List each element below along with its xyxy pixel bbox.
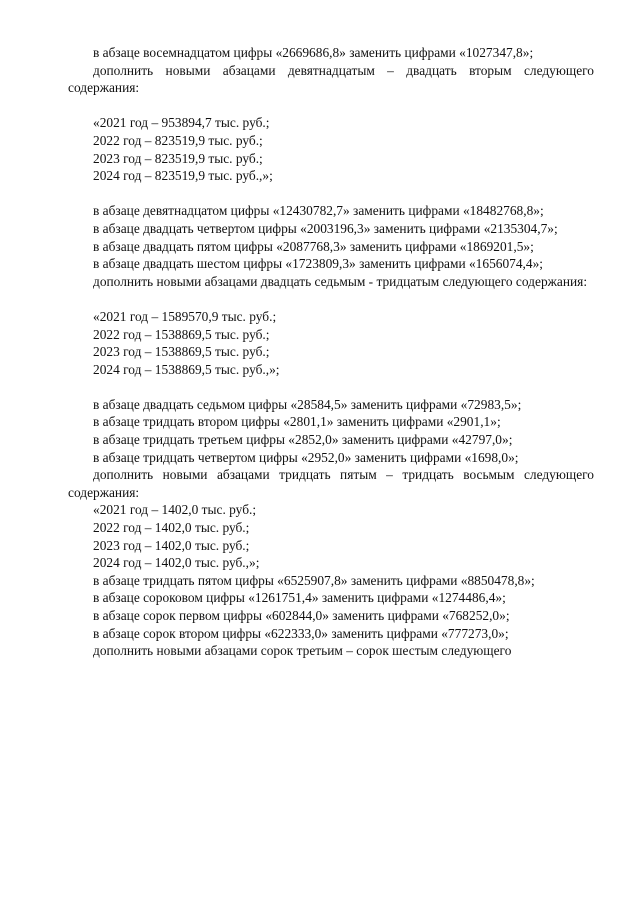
- paragraph: в абзаце сороковом цифры «1261751,4» заменить цифрами «1274486,4»;: [93, 590, 506, 606]
- paragraph: в абзаце девятнадцатом цифры «12430782,7» заменить цифрами «18482768,8»;: [93, 203, 544, 219]
- quoted-line: 2024 год – 1402,0 тыс. руб.,»;: [93, 555, 260, 571]
- quoted-line: «2021 год – 1589570,9 тыс. руб.;: [93, 308, 277, 324]
- quoted-line: 2023 год – 1538869,5 тыс. руб.;: [93, 344, 270, 360]
- blank-line: [68, 97, 594, 115]
- quoted-line: 2022 год – 823519,9 тыс. руб.;: [93, 132, 263, 148]
- blank-line: [68, 378, 594, 396]
- paragraph-list: [68, 44, 594, 660]
- blank-line: [68, 185, 594, 203]
- document-body: [68, 44, 594, 660]
- paragraph: в абзаце двадцать пятом цифры «2087768,3» заменить цифрами «1869201,5»;: [93, 238, 534, 254]
- paragraph: в абзаце тридцать пятом цифры «6525907,8» заменить цифрами «8850478,8»;: [93, 572, 535, 588]
- quoted-line: 2022 год – 1402,0 тыс. руб.;: [93, 520, 250, 536]
- paragraph: в абзаце тридцать втором цифры «2801,1» заменить цифрами «2901,1»;: [93, 414, 501, 430]
- paragraph: дополнить новыми абзацами девятнадцатым – двадцать вторым следующего содержания:: [68, 62, 594, 96]
- paragraph: в абзаце двадцать шестом цифры «1723809,3» заменить цифрами «1656074,4»;: [93, 256, 544, 272]
- paragraph: в абзаце двадцать четвертом цифры «2003196,3» заменить цифрами «2135304,7»;: [93, 220, 558, 236]
- quoted-line: 2024 год – 823519,9 тыс. руб.,»;: [93, 168, 273, 184]
- quoted-line: 2022 год – 1538869,5 тыс. руб.;: [93, 326, 270, 342]
- paragraph: в абзаце сорок втором цифры «622333,0» заменить цифрами «777273,0»;: [93, 625, 509, 641]
- paragraph: в абзаце двадцать седьмом цифры «28584,5» заменить цифрами «72983,5»;: [93, 396, 522, 412]
- quoted-line: 2024 год – 1538869,5 тыс. руб.,»;: [93, 361, 280, 377]
- paragraph: в абзаце сорок первом цифры «602844,0» заменить цифрами «768252,0»;: [93, 608, 510, 623]
- quoted-line: «2021 год – 953894,7 тыс. руб.;: [93, 115, 270, 131]
- paragraph: дополнить новыми абзацами тридцать пятым – тридцать восьмым следующего содержания:: [68, 467, 594, 500]
- paragraph: в абзаце восемнадцатом цифры «2669686,8» заменить цифрами «1027347,8»;: [93, 45, 534, 60]
- paragraph: дополнить новыми абзацами двадцать седьмым - тридцатым следующего содержания:: [93, 273, 588, 289]
- paragraph: дополнить новыми абзацами сорок третьим – сорок шестым следующего: [93, 643, 512, 659]
- paragraph: в абзаце тридцать третьем цифры «2852,0» заменить цифрами «42797,0»;: [93, 432, 513, 448]
- quoted-line: «2021 год – 1402,0 тыс. руб.;: [93, 502, 257, 518]
- quoted-line: 2023 год – 823519,9 тыс. руб.;: [93, 150, 263, 166]
- blank-line: [68, 290, 594, 308]
- quoted-line: 2023 год – 1402,0 тыс. руб.;: [93, 537, 250, 553]
- paragraph: в абзаце тридцать четвертом цифры «2952,0» заменить цифрами «1698,0»;: [93, 449, 519, 465]
